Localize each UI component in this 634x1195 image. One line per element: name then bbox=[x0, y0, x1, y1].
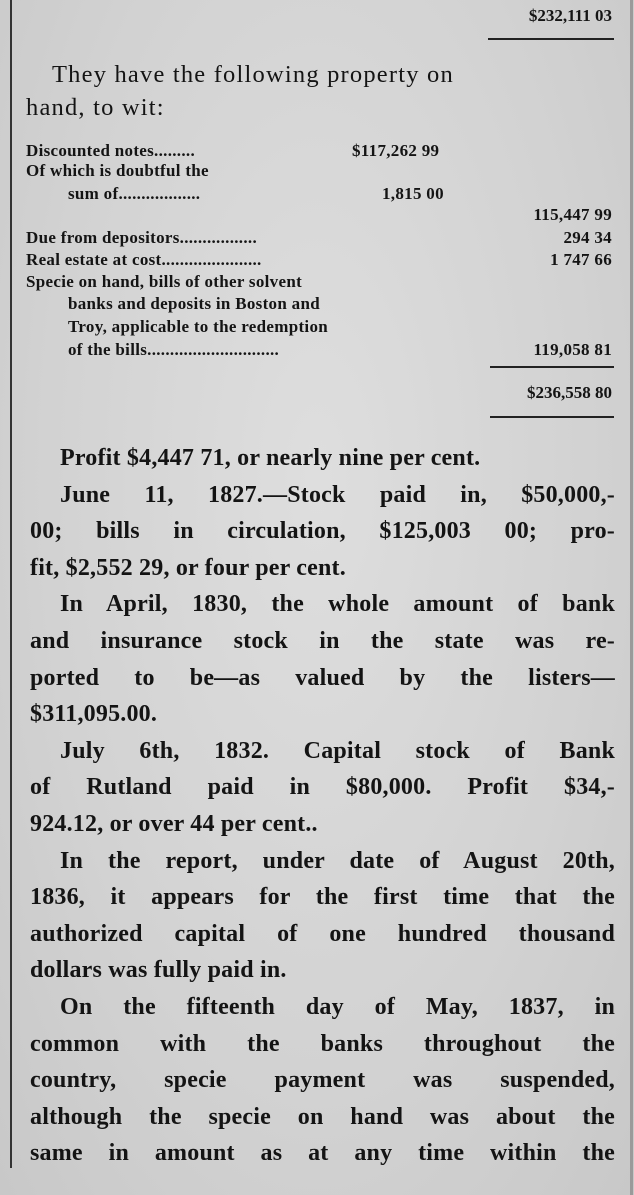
ledger-total: $236,558 80 bbox=[527, 383, 612, 402]
ledger-real-estate-label: Real estate at cost...................... bbox=[26, 250, 262, 269]
paragraph-line: On the fifteenth day of May, 1837, in bbox=[60, 993, 615, 1020]
column-rule-left bbox=[10, 0, 12, 1168]
paragraph-line: 00; bills in circulation, $125,003 00; pro- bbox=[30, 518, 615, 545]
paragraph-line: Profit $4,447 71, or nearly nine per cent. bbox=[60, 445, 481, 471]
body-text bbox=[30, 440, 615, 1172]
ledger-discounted-notes-amount: $117,262 99 bbox=[352, 141, 440, 160]
paragraph-line: June 11, 1827.—Stock paid in, $50,000,- bbox=[60, 481, 615, 508]
ledger-specie-amount: 119,058 81 bbox=[533, 340, 612, 359]
ledger-doubtful-line-1: Of which is doubtful the bbox=[26, 161, 209, 180]
paragraph-line: $311,095.00. bbox=[30, 701, 158, 728]
paragraph-line: authorized capital of one hundred thousand bbox=[30, 920, 615, 947]
paragraph-august-1836 bbox=[30, 843, 615, 989]
ledger-net-notes: 115,447 99 bbox=[533, 205, 612, 224]
ledger-depositors-label: Due from depositors................. bbox=[26, 228, 258, 247]
paragraph-line: same in amount as at any time within the bbox=[30, 1140, 615, 1167]
previous-total: $232,111 03 bbox=[528, 6, 612, 25]
intro-text bbox=[26, 58, 612, 124]
paragraph-line: July 6th, 1832. Capital stock of Bank bbox=[60, 737, 615, 764]
paragraph-line: In the report, under date of August 20th, bbox=[60, 847, 615, 874]
paragraph-july-1832 bbox=[30, 733, 615, 843]
paragraph-line: dollars was fully paid in. bbox=[30, 957, 287, 984]
ledger-specie-label: of the bills............................. bbox=[68, 340, 280, 359]
ledger-discounted-notes-label: Discounted notes......... bbox=[26, 141, 196, 160]
paragraph-line: 924.12, or over 44 per cent.. bbox=[30, 810, 318, 837]
paragraph-line: In April, 1830, the whole amount of bank bbox=[60, 591, 615, 618]
ledger-doubtful-label: sum of.................. bbox=[68, 184, 201, 203]
paragraph-line: of Rutland paid in $80,000. Profit $34,- bbox=[30, 774, 615, 801]
intro-line-1: They have the following property on bbox=[52, 61, 454, 88]
ledger-total-underline bbox=[490, 416, 614, 418]
total-underline bbox=[488, 38, 614, 40]
paragraph-line: and insurance stock in the state was re- bbox=[30, 627, 615, 654]
column-rule-right bbox=[630, 0, 633, 1195]
ledger-total-overline bbox=[490, 366, 614, 368]
intro-line-2: hand, to wit: bbox=[26, 94, 165, 121]
paragraph-profit bbox=[30, 440, 615, 477]
ledger-doubtful-amount: 1,815 00 bbox=[382, 184, 444, 203]
paragraph-line: common with the banks throughout the bbox=[30, 1030, 615, 1057]
paragraph-line: country, specie payment was suspended, bbox=[30, 1067, 615, 1094]
ledger-depositors-amount: 294 34 bbox=[563, 228, 612, 247]
ledger-specie-line-2: banks and deposits in Boston and bbox=[68, 294, 320, 313]
paragraph-may-1837 bbox=[30, 989, 615, 1172]
ledger-specie-line-1: Specie on hand, bills of other solvent bbox=[26, 272, 303, 291]
paragraph-line: ported to be—as valued by the listers— bbox=[30, 664, 615, 691]
paragraph-line: 1836, it appears for the first time that the bbox=[30, 884, 615, 911]
ledger-specie-line-3: Troy, applicable to the redemption bbox=[68, 317, 329, 336]
paragraph-line: fit, $2,552 29, or four per cent. bbox=[30, 554, 346, 581]
paragraph-april-1830 bbox=[30, 586, 615, 732]
ledger-real-estate-amount: 1 747 66 bbox=[550, 250, 612, 269]
paragraph-june-1827 bbox=[30, 477, 615, 587]
paragraph-line: although the specie on hand was about the bbox=[30, 1103, 615, 1130]
